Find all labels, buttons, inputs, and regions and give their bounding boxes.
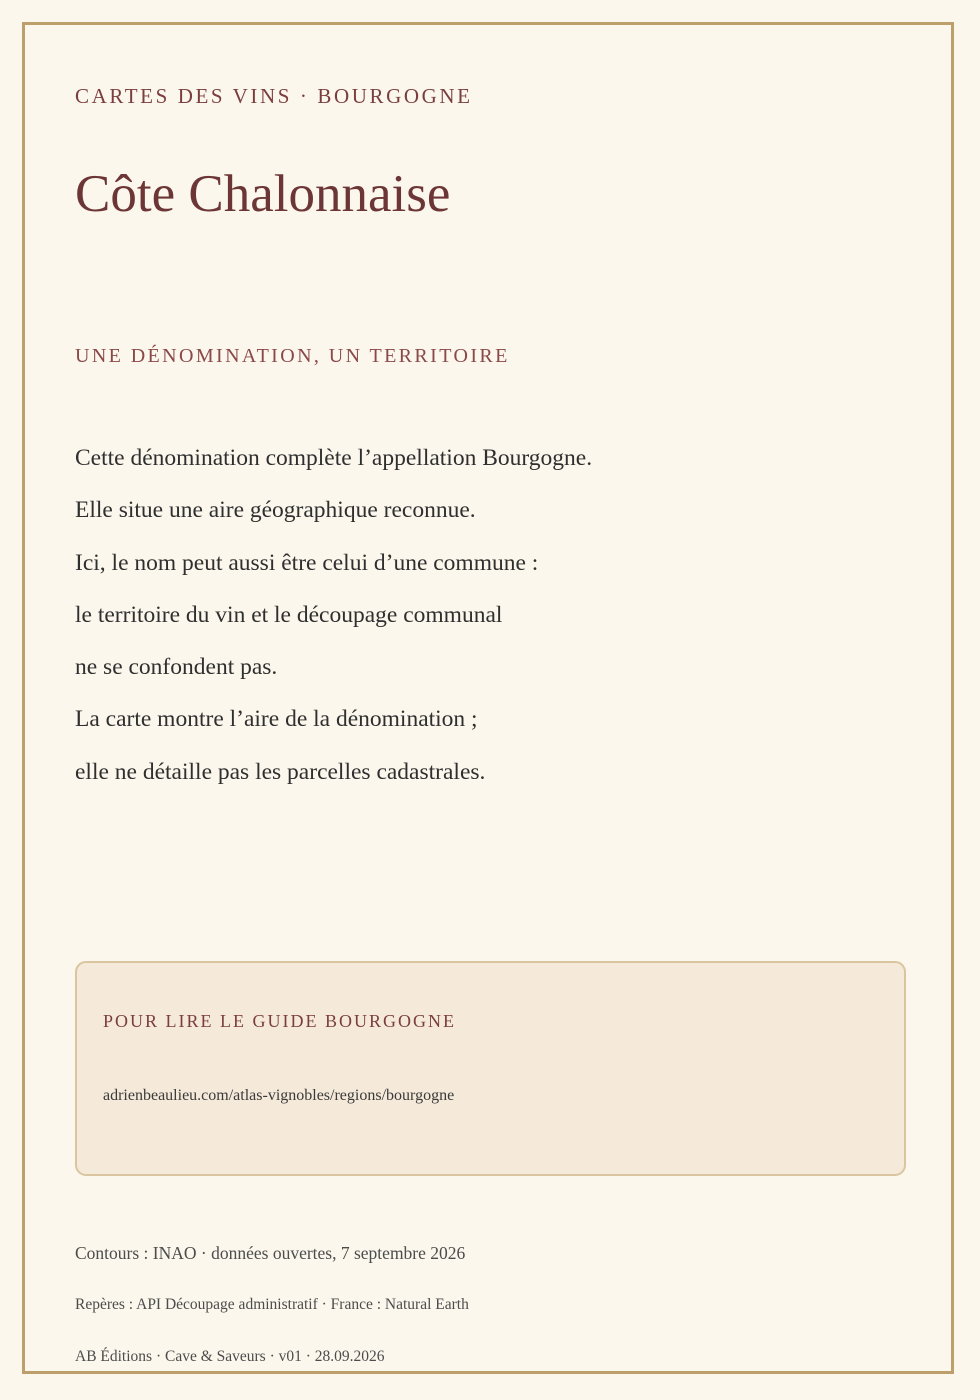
body-line: Elle situe une aire géographique reconnue. [75, 497, 476, 524]
body-line: Cette dénomination complète l’appellation Bourgogne. [75, 445, 593, 471]
kicker-label: CARTES DES VINS · BOURGOGNE [75, 84, 473, 108]
footer-edition: AB Éditions · Cave & Saveurs · v01 · 28.09.2026 [75, 1348, 385, 1365]
guide-heading: POUR LIRE LE GUIDE BOURGOGNE [103, 1011, 456, 1031]
body-text [75, 432, 592, 798]
body-line: elle ne détaille pas les parcelles cadastrales. [75, 758, 486, 785]
page-title: Côte Chalonnaise [75, 165, 451, 223]
footer-landmarks: Repères : API Découpage administratif · France : Natural Earth [75, 1296, 469, 1313]
section-heading: UNE DÉNOMINATION, UN TERRITOIRE [75, 345, 510, 367]
body-line: La carte montre l’aire de la dénomination ; [75, 706, 478, 733]
page-content [75, 0, 905, 1400]
body-line: Ici, le nom peut aussi être celui d’une commune : [75, 549, 539, 576]
body-line: le territoire du vin et le découpage communal [75, 601, 503, 628]
guide-box [75, 961, 906, 1176]
guide-link[interactable]: adrienbeaulieu.com/atlas-vignobles/regions/bourgogne [103, 1087, 455, 1104]
footer-sources: Contours : INAO · données ouvertes, 7 septembre 2026 [75, 1243, 466, 1263]
body-line: ne se confondent pas. [75, 654, 278, 681]
